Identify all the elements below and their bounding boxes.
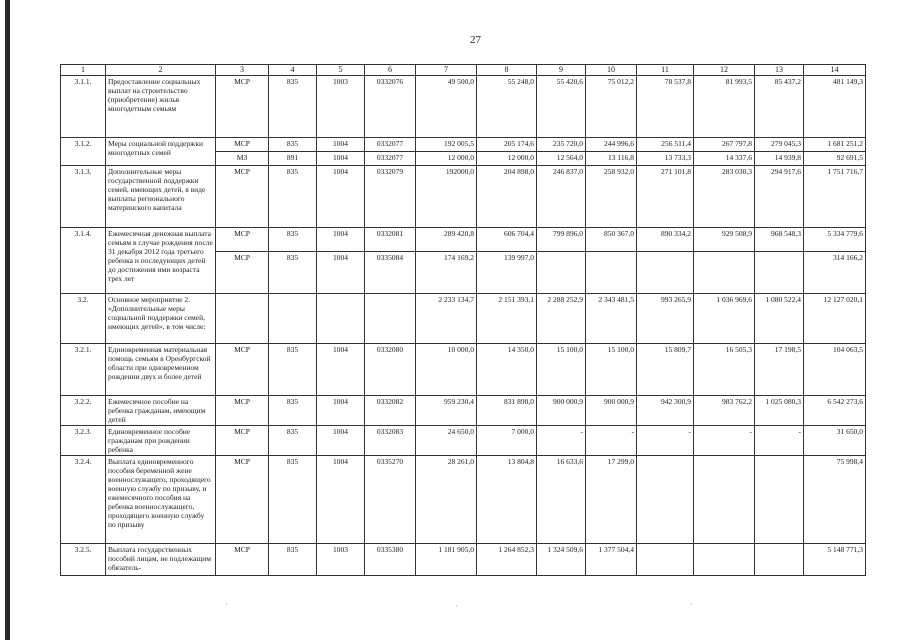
amount-cell: 244 996,6 [586, 137, 637, 151]
amount-cell: 983 762,2 [694, 395, 755, 425]
grbs-code: 835 [269, 455, 317, 543]
target-code: 0332082 [365, 395, 416, 425]
amount-cell: - [755, 425, 804, 455]
amount-cell [755, 251, 804, 293]
target-code: 0332079 [365, 165, 416, 227]
amount-cell: 12 564,0 [537, 151, 586, 165]
amount-cell: 24 650,0 [416, 425, 477, 455]
section-code: 1004 [317, 227, 365, 251]
amount-cell: 256 511,4 [637, 137, 694, 151]
amount-cell: 15 100,0 [537, 343, 586, 395]
table-row [61, 137, 866, 151]
grbs-code: 835 [269, 543, 317, 575]
header-cell: 1 [61, 65, 106, 76]
amount-cell [537, 251, 586, 293]
section-code: 1004 [317, 343, 365, 395]
header-cell: 13 [755, 65, 804, 76]
amount-cell: 1 324 509,6 [537, 543, 586, 575]
section-code [317, 293, 365, 343]
header-cell: 6 [365, 65, 416, 76]
target-code: 0332080 [365, 343, 416, 395]
amount-cell: 28 261,0 [416, 455, 477, 543]
section-code: 1004 [317, 395, 365, 425]
amount-cell [637, 251, 694, 293]
amount-cell: 2 233 134,7 [416, 293, 477, 343]
amount-cell: 959 230,4 [416, 395, 477, 425]
amount-cell: 14 337,6 [694, 151, 755, 165]
header-cell: 10 [586, 65, 637, 76]
total-cell: 1 681 251,2 [804, 137, 866, 151]
amount-cell: 12 000,0 [477, 151, 537, 165]
amount-cell: 17 299,0 [586, 455, 637, 543]
total-cell: 12 127 020,1 [804, 293, 866, 343]
amount-cell: 235 720,0 [537, 137, 586, 151]
amount-cell: 14 939,8 [755, 151, 804, 165]
target-code: 0332077 [365, 151, 416, 165]
amount-cell: 850 367,0 [586, 227, 637, 251]
measure-name: Выплата единовременного пособия беременной жене военнослужащего, проходящего военную службу по призыву, и ежемесячного пособия на ребенка военнослужащего, проходящего военную службу по призыву [106, 455, 216, 543]
section-code: 1004 [317, 151, 365, 165]
table-row [61, 543, 866, 575]
amount-cell: 16 633,6 [537, 455, 586, 543]
administrator: МСР [216, 227, 269, 251]
amount-cell: 17 198,5 [755, 343, 804, 395]
table-row [61, 395, 866, 425]
amount-cell [694, 455, 755, 543]
row-number: 3.2.5. [61, 543, 106, 575]
target-code: 0332083 [365, 425, 416, 455]
amount-cell: 10 000,0 [416, 343, 477, 395]
amount-cell: - [586, 425, 637, 455]
section-code: 1003 [317, 543, 365, 575]
header-cell: 14 [804, 65, 866, 76]
amount-cell: 15 100,0 [586, 343, 637, 395]
total-cell: 314 166,2 [804, 251, 866, 293]
page-number: 27 [470, 34, 481, 46]
amount-cell: 942 300,9 [637, 395, 694, 425]
measure-name: Ежемесячное пособие на ребенка гражданам, имеющим детей [106, 395, 216, 425]
grbs-code: 835 [269, 343, 317, 395]
table-row [61, 425, 866, 455]
amount-cell: 49 500,0 [416, 75, 477, 137]
amount-cell: 831 898,0 [477, 395, 537, 425]
grbs-code: 835 [269, 165, 317, 227]
total-cell: 92 691,5 [804, 151, 866, 165]
grbs-code: 891 [269, 151, 317, 165]
amount-cell: 14 350,0 [477, 343, 537, 395]
grbs-code: 835 [269, 251, 317, 293]
section-code: 1003 [317, 75, 365, 137]
amount-cell: 283 030,3 [694, 165, 755, 227]
target-code: 0335380 [365, 543, 416, 575]
header-cell: 3 [216, 65, 269, 76]
amount-cell: 15 809,7 [637, 343, 694, 395]
section-code: 1004 [317, 251, 365, 293]
amount-cell: 7 000,0 [477, 425, 537, 455]
scan-speck: · [690, 600, 693, 609]
section-code: 1004 [317, 425, 365, 455]
section-code: 1004 [317, 137, 365, 151]
grbs-code [269, 293, 317, 343]
grbs-code: 835 [269, 75, 317, 137]
row-number: 3.2. [61, 293, 106, 343]
binding-edge [5, 0, 10, 640]
target-code: 0332076 [365, 75, 416, 137]
amount-cell: 606 704,4 [477, 227, 537, 251]
amount-cell: 929 508,9 [694, 227, 755, 251]
table-row [61, 75, 866, 137]
amount-cell: 174 169,2 [416, 251, 477, 293]
target-code: 0332077 [365, 137, 416, 151]
amount-cell: 1 264 852,3 [477, 543, 537, 575]
administrator: МСР [216, 455, 269, 543]
amount-cell: 993 265,9 [637, 293, 694, 343]
program-funding-table [60, 64, 866, 576]
amount-cell: 246 837,0 [537, 165, 586, 227]
amount-cell: 2 343 481,5 [586, 293, 637, 343]
grbs-code: 835 [269, 425, 317, 455]
measure-name: Дополнительные меры государственной поддержки семей, имеющих детей, в виде выплаты регионального материнского капитала [106, 165, 216, 227]
section-code: 1004 [317, 455, 365, 543]
section-code: 1004 [317, 165, 365, 227]
table-row [61, 455, 866, 543]
amount-cell: 271 101,8 [637, 165, 694, 227]
amount-cell: 2 288 252,9 [537, 293, 586, 343]
row-number: 3.2.1. [61, 343, 106, 395]
amount-cell: 968 548,3 [755, 227, 804, 251]
amount-cell: - [694, 425, 755, 455]
row-number: 3.1.2. [61, 137, 106, 165]
row-number: 3.2.4. [61, 455, 106, 543]
amount-cell [755, 455, 804, 543]
amount-cell: 258 932,0 [586, 165, 637, 227]
amount-cell: 279 045,3 [755, 137, 804, 151]
amount-cell [694, 543, 755, 575]
amount-cell: 2 151 393,1 [477, 293, 537, 343]
amount-cell: 85 437,2 [755, 75, 804, 137]
total-cell: 481 149,3 [804, 75, 866, 137]
administrator: МЗ [216, 151, 269, 165]
amount-cell: 13 733,3 [637, 151, 694, 165]
amount-cell: 192000,0 [416, 165, 477, 227]
grbs-code: 835 [269, 395, 317, 425]
amount-cell: 1 181 905,0 [416, 543, 477, 575]
administrator: МСР [216, 343, 269, 395]
administrator: МСР [216, 251, 269, 293]
header-cell: 7 [416, 65, 477, 76]
grbs-code: 835 [269, 227, 317, 251]
header-cell: 11 [637, 65, 694, 76]
administrator [216, 293, 269, 343]
amount-cell: 1 036 969,6 [694, 293, 755, 343]
amount-cell: 890 334,2 [637, 227, 694, 251]
amount-cell: 13 804,8 [477, 455, 537, 543]
amount-cell: 1 080 522,4 [755, 293, 804, 343]
amount-cell: 16 505,3 [694, 343, 755, 395]
amount-cell: 900 000,9 [586, 395, 637, 425]
amount-cell: 75 012,2 [586, 75, 637, 137]
administrator: МСР [216, 137, 269, 151]
amount-cell: 204 898,0 [477, 165, 537, 227]
amount-cell: 294 917,6 [755, 165, 804, 227]
total-cell: 5 334 779,6 [804, 227, 866, 251]
total-cell: 5 148 771,3 [804, 543, 866, 575]
amount-cell: 13 116,8 [586, 151, 637, 165]
amount-cell: - [637, 425, 694, 455]
administrator: МСР [216, 425, 269, 455]
administrator: МСР [216, 75, 269, 137]
header-cell: 4 [269, 65, 317, 76]
total-cell: 1 751 716,7 [804, 165, 866, 227]
amount-cell [637, 455, 694, 543]
row-number: 3.1.4. [61, 227, 106, 293]
amount-cell [586, 251, 637, 293]
table-row [61, 165, 866, 227]
measure-name: Предоставление социальных выплат на строительство (приобретение) жилья многодетным семьям [106, 75, 216, 137]
amount-cell [637, 543, 694, 575]
amount-cell [694, 251, 755, 293]
measure-name: Меры социальной поддержки многодетных семей [106, 137, 216, 165]
amount-cell: 78 537,8 [637, 75, 694, 137]
header-cell: 5 [317, 65, 365, 76]
amount-cell: 1 377 504,4 [586, 543, 637, 575]
measure-name: Единовременное пособие гражданам при рождении ребенка [106, 425, 216, 455]
table-row [61, 343, 866, 395]
target-code: 0335270 [365, 455, 416, 543]
total-cell: 31 650,0 [804, 425, 866, 455]
amount-cell: 900 000,9 [537, 395, 586, 425]
scan-speck: · [455, 602, 458, 611]
grbs-code: 835 [269, 137, 317, 151]
administrator: МСР [216, 395, 269, 425]
measure-name: Ежемесячная денежная выплата семьям в случае рождения после 31 декабря 2012 года третьего ребенка и последующих детей до достижения ими возраста трех лет [106, 227, 216, 293]
amount-cell: 267 797,8 [694, 137, 755, 151]
amount-cell: - [537, 425, 586, 455]
amount-cell [755, 543, 804, 575]
header-cell: 8 [477, 65, 537, 76]
measure-name: Единовременная материальная помощь семьям в Оренбургской области при одновременном рождении двух и более детей [106, 343, 216, 395]
header-row [61, 65, 866, 76]
header-cell: 2 [106, 65, 216, 76]
target-code: 0332081 [365, 227, 416, 251]
total-cell: 75 998,4 [804, 455, 866, 543]
amount-cell: 55 420,6 [537, 75, 586, 137]
amount-cell: 289 420,8 [416, 227, 477, 251]
amount-cell: 12 000,0 [416, 151, 477, 165]
amount-cell: 799 896,0 [537, 227, 586, 251]
scan-speck: · [225, 600, 228, 609]
total-cell: 6 542 273,6 [804, 395, 866, 425]
total-cell: 104 063,5 [804, 343, 866, 395]
amount-cell: 192 005,5 [416, 137, 477, 151]
header-cell: 12 [694, 65, 755, 76]
table-row [61, 227, 866, 251]
table-row [61, 293, 866, 343]
measure-name: Основное мероприятие 2. «Дополнительные меры социальной поддержки семей, имеющих детей», в том числе: [106, 293, 216, 343]
amount-cell: 81 993,5 [694, 75, 755, 137]
measure-name: Выплата государственных пособий лицам, не подлежащим обязатель- [106, 543, 216, 575]
row-number: 3.2.2. [61, 395, 106, 425]
amount-cell: 205 174,6 [477, 137, 537, 151]
row-number: 3.1.3. [61, 165, 106, 227]
target-code: 0335084 [365, 251, 416, 293]
administrator: МСР [216, 543, 269, 575]
target-code [365, 293, 416, 343]
amount-cell: 1 025 080,3 [755, 395, 804, 425]
row-number: 3.1.1. [61, 75, 106, 137]
amount-cell: 55 248,0 [477, 75, 537, 137]
administrator: МСР [216, 165, 269, 227]
row-number: 3.2.3. [61, 425, 106, 455]
amount-cell: 139 997,0 [477, 251, 537, 293]
header-cell: 9 [537, 65, 586, 76]
